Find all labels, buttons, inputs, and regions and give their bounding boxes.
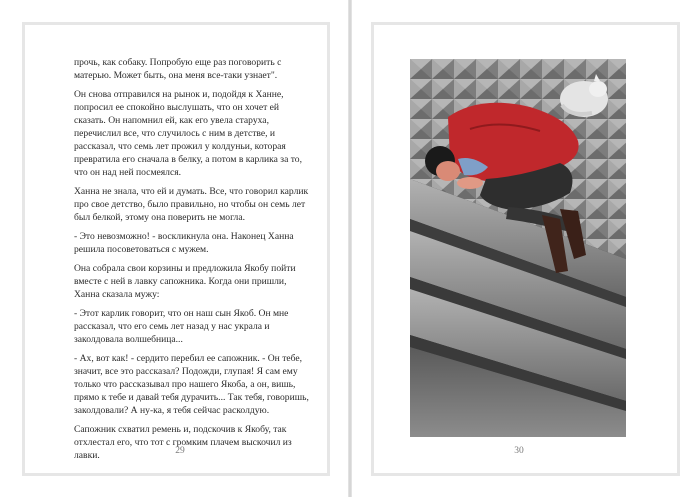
page-text xyxy=(74,56,310,468)
paragraph: Сапожник схватил ремень и, подскочив к Якобу, так отхлестал его, что тот с громким плачем выскочил из лавки. xyxy=(74,424,292,461)
paragraph: прочь, как собаку. Попробую еще раз поговорить с матерью. Может быть, она меня все-таки узнает". xyxy=(74,57,282,81)
paragraph: Она собрала свои корзины и предложила Якобу пойти вместе с ней в лавку сапожника. Когда они пришли, Ханна сказала мужу: xyxy=(74,263,296,300)
paragraph: - Это невозможно! - воскликнула она. Наконец Ханна решила посоветоваться с мужем. xyxy=(74,231,294,255)
story-illustration xyxy=(410,59,626,437)
paragraph: Он снова отправился на рынок и, подойдя к Ханне, попросил ее спокойно выслушать, что он хочет ей сказать. Он напомнил ей, как его увела старуха, перечислил все, что случилось с ним в детстве, и рассказал, что семь лет прожил у колдуньи, которая превратила его сначала в белку, а потом в карлика за то, что он над ней посмеялся. xyxy=(74,89,302,178)
right-page xyxy=(352,0,700,497)
paragraph: - Ах, вот как! - сердито перебил ее сапожник. - Он тебе, значит, все это рассказал? Подожди, глупая! Я сам ему только что рассказывал про нашего Якоба, а он, вишь, прямо к тебе и давай тебя дурачить... Так тебя, говоришь, заколдовали? А ну-ка, я тебя сейчас расколдую. xyxy=(74,353,309,416)
paragraph: - Этот карлик говорит, что он наш сын Якоб. Он мне рассказал, что его семь лет назад у нас украла и заколдовала волшебница... xyxy=(74,308,289,345)
page-number: 30 xyxy=(514,446,524,456)
page-number: 29 xyxy=(175,446,185,456)
paragraph: Ханна не знала, что ей и думать. Все, что говорил карлик про свое детство, было правильно, но чтобы он семь лет был белкой, этому она поверить не могла. xyxy=(74,186,309,223)
left-page xyxy=(0,0,348,497)
